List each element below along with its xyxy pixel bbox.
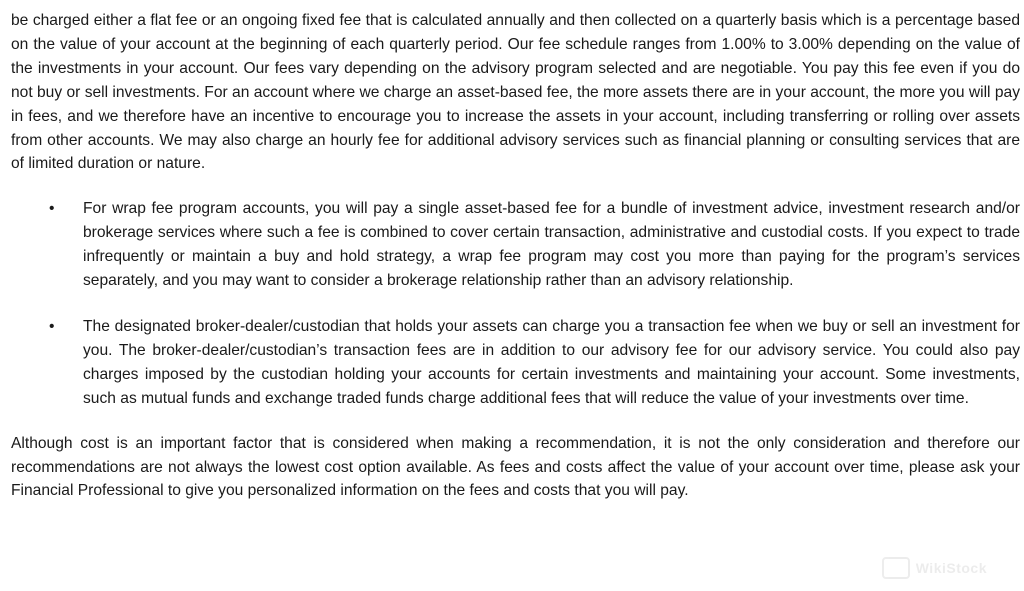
watermark-text: WikiStock bbox=[915, 560, 987, 576]
bullet-item-transaction-fee bbox=[11, 315, 1020, 411]
document-body bbox=[11, 9, 1020, 503]
closing-paragraph: Although cost is an important factor that is considered when making a recommendation, it is not the only consideration and therefore our recommendations are not always the lowest cost option available. As fees and costs affect the value of your account over time, please ask your Financial Professional to give you personalized information on the fees and costs that you will pay. bbox=[11, 434, 1020, 500]
bullet-marker: • bbox=[49, 317, 55, 335]
bullet-marker: • bbox=[49, 200, 55, 218]
watermark bbox=[882, 557, 987, 579]
intro-paragraph: be charged either a flat fee or an ongoing fixed fee that is calculated annually and then collected on a quarterly basis which is a percentage based on the value of your account at the beginning of each quarterly period. Our fee schedule ranges from 1.00% to 3.00% depending on the value of the investments in your account. Our fees vary depending on the advisory program selected and are negotiable. You pay this fee even if you do not buy or sell investments. For an account where we charge an asset-based fee, the more assets there are in your account, the more you will pay in fees, and we therefore have an incentive to encourage you to increase the assets in your account, including transferring or rolling over assets from other accounts. We may also charge an hourly fee for additional advisory services such as financial planning or consulting services that are of limited duration or nature. bbox=[11, 12, 1020, 173]
fee-bullet-list bbox=[11, 197, 1020, 410]
bullet-text: The designated broker-dealer/custodian that holds your assets can charge you a transaction fee when we buy or sell an investment for you. The broker-dealer/custodian’s transaction fees are in addition to our advisory fee for our advisory service. You could also pay charges imposed by the custodian holding your accounts for certain investments and maintaining your account. Some investments, such as mutual funds and exchange traded funds charge additional fees that will reduce the value of your investments over time. bbox=[83, 317, 1020, 407]
bullet-item-wrap-fee bbox=[11, 197, 1020, 293]
watermark-logo-icon bbox=[882, 557, 910, 579]
bullet-text: For wrap fee program accounts, you will pay a single asset-based fee for a bundle of investment advice, investment research and/or brokerage services where such a fee is combined to cover certain transaction, administrative and custodial costs. If you expect to trade infrequently or maintain a buy and hold strategy, a wrap fee program may cost you more than paying for the program’s services separately, and you may want to consider a brokerage relationship rather than an advisory relationship. bbox=[83, 200, 1020, 290]
